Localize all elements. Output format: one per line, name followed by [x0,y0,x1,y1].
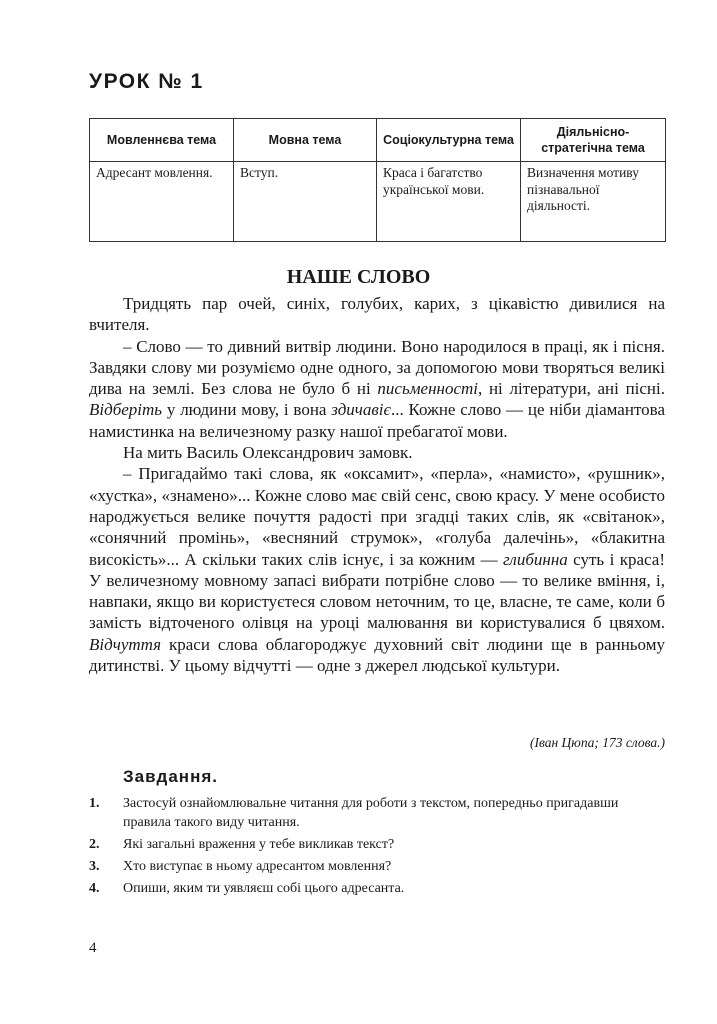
italic-word: Відберіть [89,400,163,420]
italic-word: глибинна [503,549,568,569]
tasks-title: Завдання. [123,767,218,786]
cell-speech-topic: Адресант мовлення. [90,162,234,242]
task-number: 2. [89,837,100,852]
lesson-title: УРОК № 1 [89,70,204,93]
topics-table [89,118,666,242]
table-row [90,162,666,242]
task-number: 4. [89,881,100,896]
italic-word: письменності [377,379,479,399]
text-title: НАШЕ СЛОВО [286,266,431,288]
table-header-row [90,119,666,162]
task-number: 1. [89,796,100,811]
main-text [89,293,665,676]
source-citation: (Іван Цюпа; 173 слова.) [529,735,665,750]
list-item [89,879,665,898]
page-number: 4 [89,940,97,956]
list-item [89,794,665,832]
task-text: Застосуй ознайомлювальне читання для роботи з текстом, попередньо пригадавши правила такого виду читання. [123,796,619,830]
italic-word: здичавіє [331,400,391,420]
italic-word: Відчуття [89,634,162,654]
paragraph-3: На мить Василь Олександрович замовк. [123,443,413,463]
header-speech-topic: Мовленнєва тема [90,119,234,162]
paragraph-4: – Пригадаймо такі слова, як «оксамит», «перла», «намисто», «рушник», «хустка», «знамено»... Кожне слово має свій сенс, свою красу. У мене особисто народжується велике почуття радості при згадці таких слів, як «світанок», «сонячний промінь», «весняний струмок», «голуба далечінь», «блакитна високість»... А скільки таких слів існує, і за кожним — глибинна суть і краса! У величезному мовному запасі вибрати потрібне слово — то велике вміння, і, навпаки, якщо ви користуєтеся словом неточним, то це, власне, те саме, коли б замість відточеного олівця на уроці малювання ви користувалися б цвяхом. Відчуття краси слова облагороджує духовний світ людини ще в ранньому дитинстві. У цьому відчутті — одне з джерел людської культури. [89,464,665,676]
paragraph-1: Тридцять пар очей, синіх, голубих, карих, з цікавістю дивилися на вчителя. [89,294,665,335]
header-strategic-topic: Діяльнісно-стратегічна тема [521,119,666,162]
tasks-list [89,794,665,901]
cell-sociocultural-topic: Краса і багатство української мови. [377,162,521,242]
list-item [89,835,665,854]
list-item [89,857,665,876]
paragraph-2: – Слово — то дивний витвір людини. Воно народилося в праці, як і пісня. Завдяки слову ми розуміємо одне одного, за допомогою мови творяться великі дива на землі. Без слова не було б ні письменності, ні літератури, ані пісні. Відберіть у людини мову, і вона здичавіє... Кожне слово — це ніби діамантова намистинка на величезному разку нашої пребагатої мови. [89,336,666,441]
header-sociocultural-topic: Соціокультурна тема [377,119,521,162]
task-text: Опиши, яким ти уявляєш собі цього адресанта. [123,881,405,896]
header-language-topic: Мовна тема [234,119,377,162]
task-number: 3. [89,859,100,874]
cell-language-topic: Вступ. [234,162,377,242]
cell-strategic-topic: Визначення мотиву пізнавальної діяльності. [521,162,666,242]
task-text: Хто виступає в ньому адресантом мовлення? [123,859,392,874]
task-text: Які загальні враження у тебе викликав текст? [123,837,395,852]
